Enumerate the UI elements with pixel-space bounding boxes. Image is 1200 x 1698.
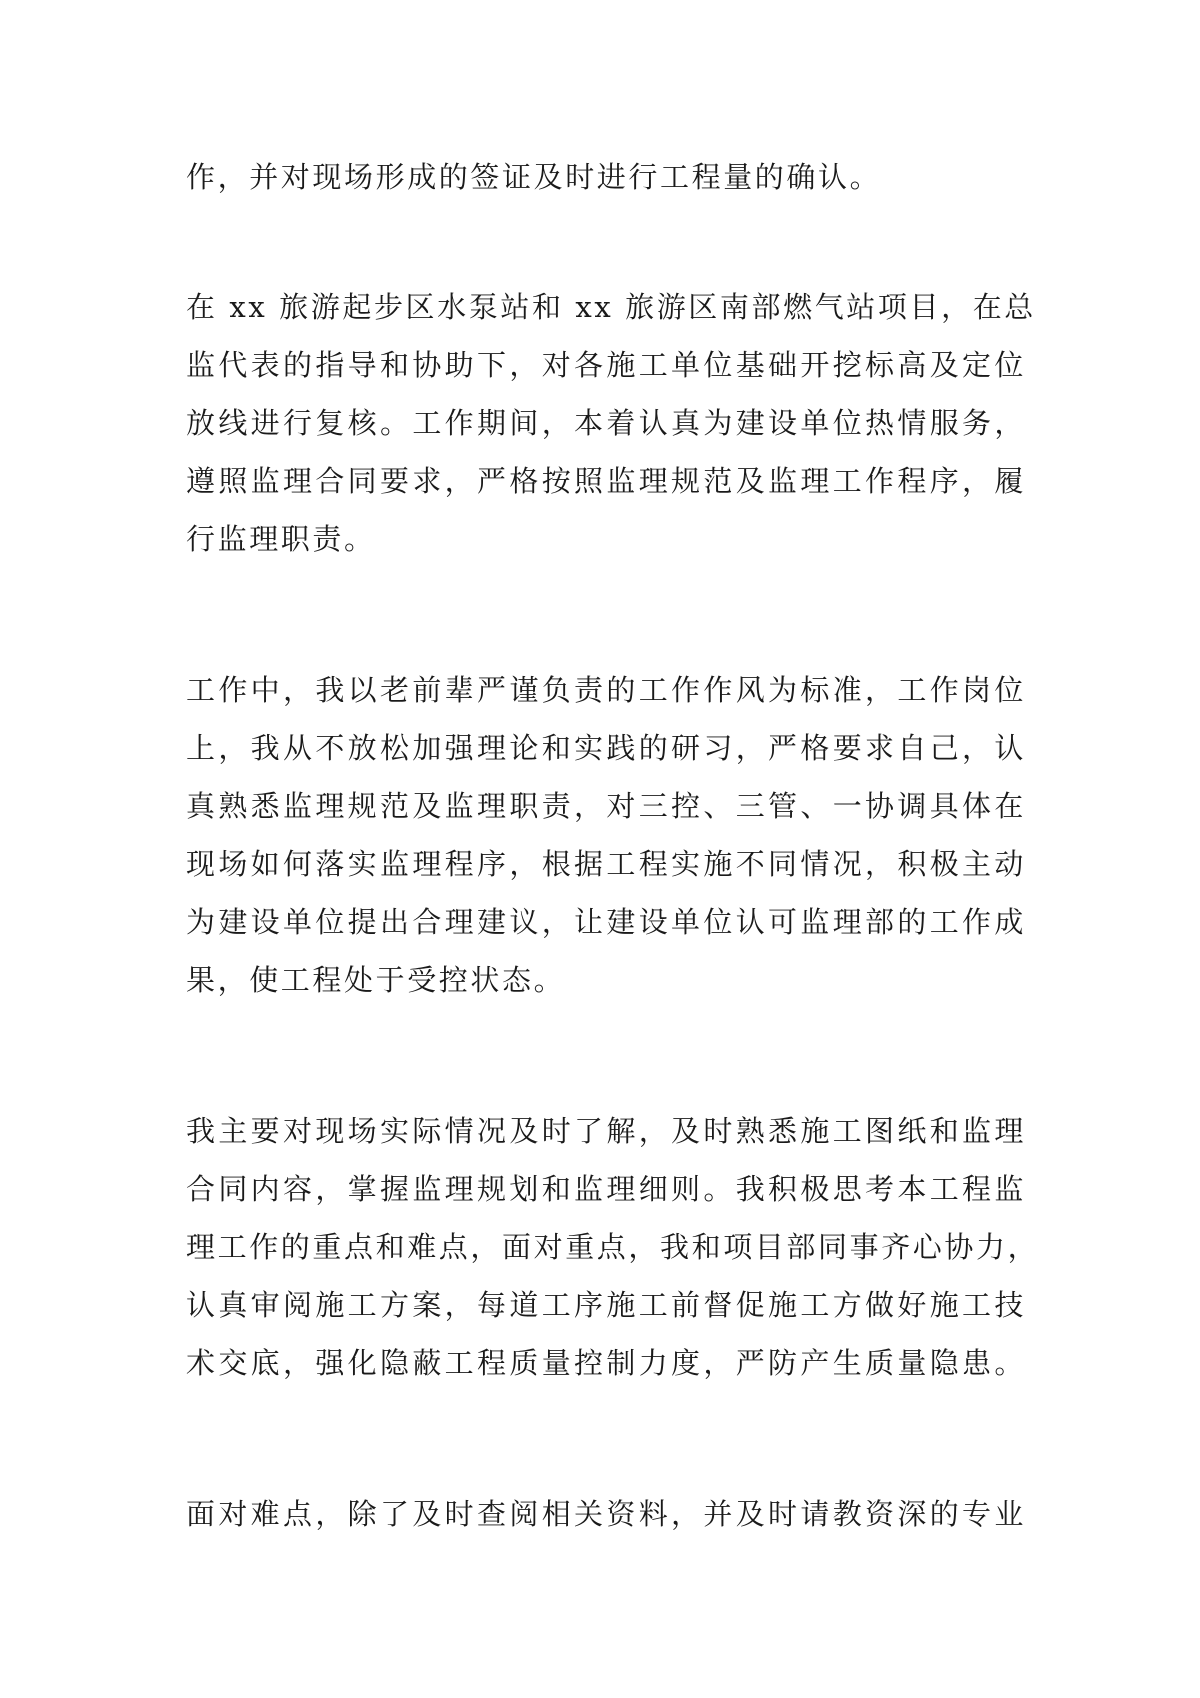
paragraph-line: 我主要对现场实际情况及时了解，及时熟悉施工图纸和监理 xyxy=(186,1114,1026,1148)
paragraph-4 xyxy=(186,1102,1040,1392)
paragraph-3 xyxy=(186,661,1026,1009)
paragraph-5 xyxy=(186,1485,1026,1543)
paragraph-line: 真熟悉监理规范及监理职责，对三控、三管、一协调具体在 xyxy=(186,789,1026,823)
paragraph-line: 工作中，我以老前辈严谨负责的工作作风为标准，工作岗位 xyxy=(186,673,1026,707)
paragraph-line: 监代表的指导和协助下，对各施工单位基础开挖标高及定位 xyxy=(186,348,1026,382)
paragraph-line: 果，使工程处于受控状态。 xyxy=(186,963,566,997)
paragraph-line: 遵照监理合同要求，严格按照监理规范及监理工作程序，履 xyxy=(186,464,1026,498)
paragraph-line: 面对难点，除了及时查阅相关资料，并及时请教资深的专业 xyxy=(186,1497,1026,1531)
paragraph-line: 现场如何落实监理程序，根据工程实施不同情况，积极主动 xyxy=(186,847,1026,881)
paragraph-line: 为建设单位提出合理建议，让建设单位认可监理部的工作成 xyxy=(186,905,1026,939)
paragraph-line: 在 xx 旅游起步区水泵站和 xx 旅游区南部燃气站项目，在总 xyxy=(186,290,1036,324)
paragraph-line: 认真审阅施工方案，每道工序施工前督促施工方做好施工技 xyxy=(186,1288,1026,1322)
paragraph-line: 合同内容，掌握监理规划和监理细则。我积极思考本工程监 xyxy=(186,1172,1026,1206)
paragraph-line: 行监理职责。 xyxy=(186,522,376,556)
paragraph-2 xyxy=(186,278,1036,568)
paragraph-line: 上，我从不放松加强理论和实践的研习，严格要求自己，认 xyxy=(186,731,1026,765)
paragraph-line: 理工作的重点和难点，面对重点，我和项目部同事齐心协力， xyxy=(186,1230,1040,1264)
paragraph-1 xyxy=(186,148,1026,206)
paragraph-line: 作，并对现场形成的签证及时进行工程量的确认。 xyxy=(186,160,882,194)
paragraph-line: 术交底，强化隐蔽工程质量控制力度，严防产生质量隐患。 xyxy=(186,1346,1026,1380)
paragraph-line: 放线进行复核。工作期间，本着认真为建设单位热情服务， xyxy=(186,406,1026,440)
